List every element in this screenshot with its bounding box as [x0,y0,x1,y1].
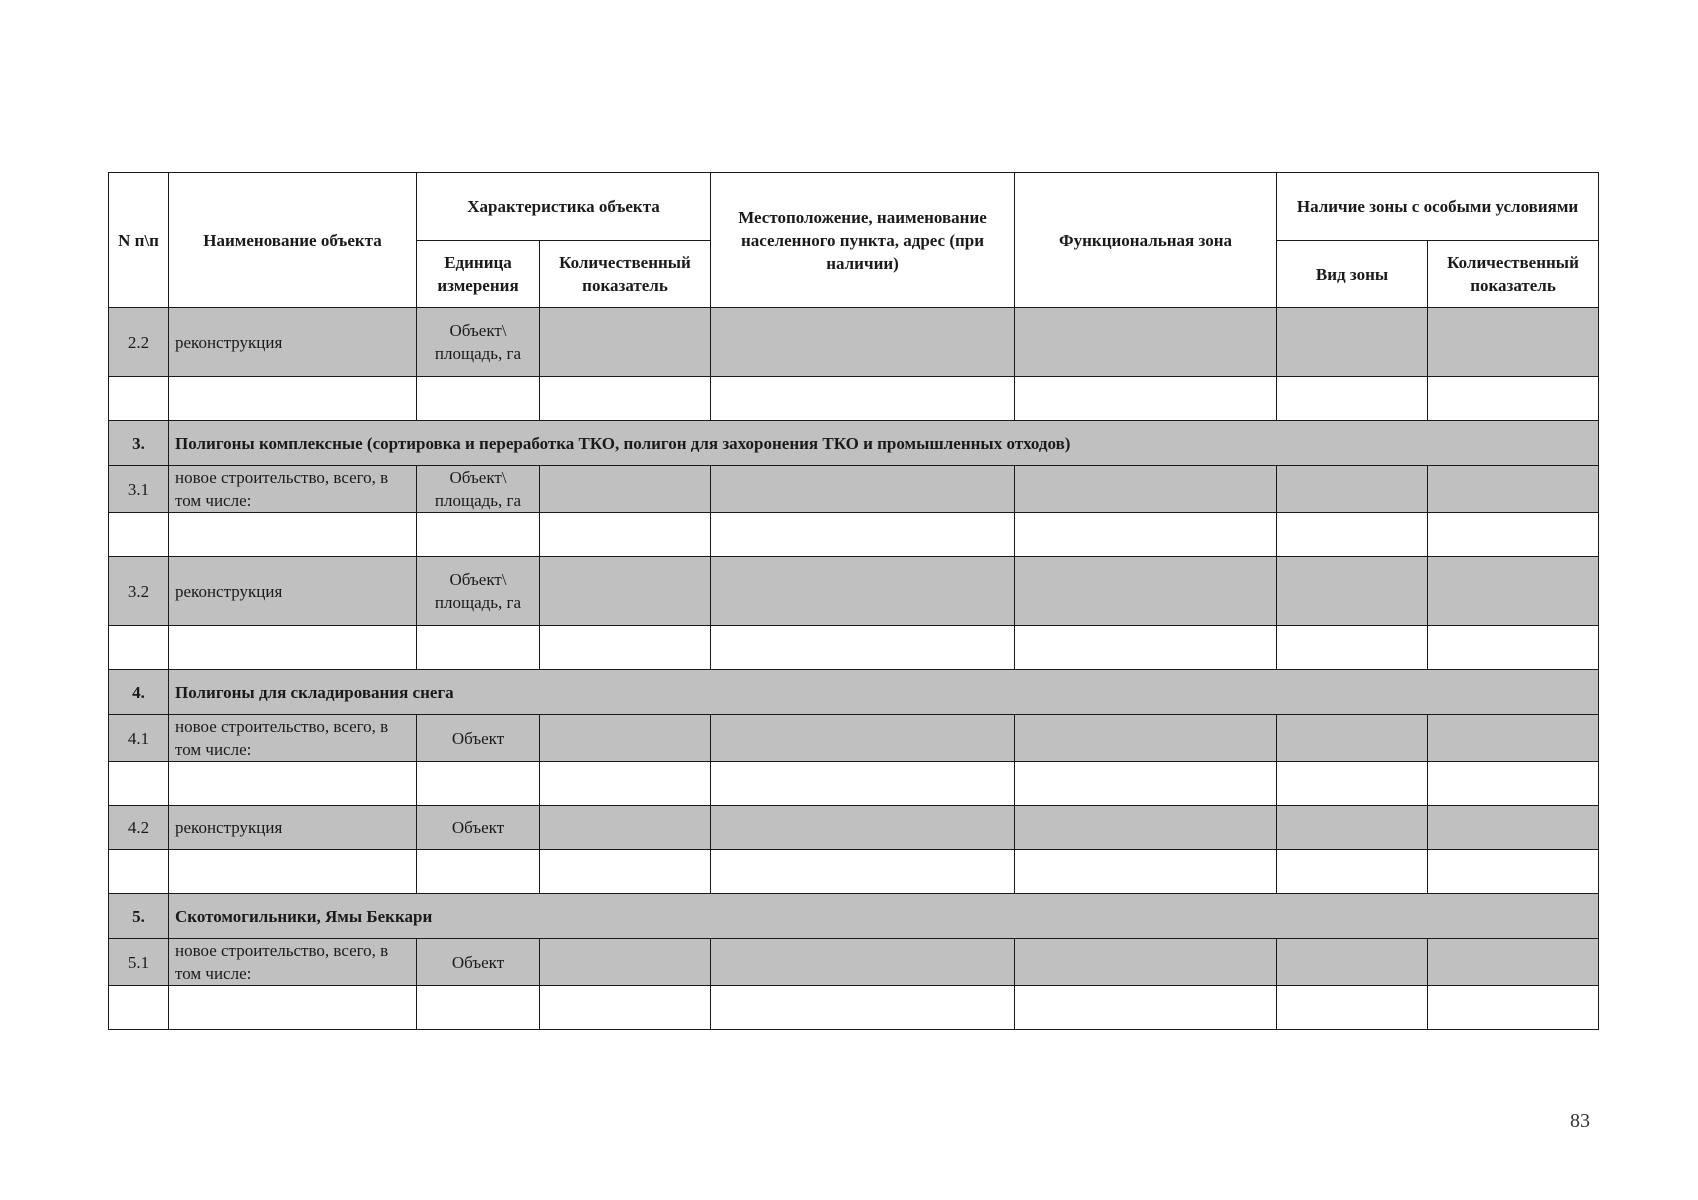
row-num: 5.1 [109,939,169,986]
empty-cell [1277,850,1428,894]
section-title: Полигоны для складирования снега [169,670,1599,715]
empty-cell [540,626,711,670]
row-unit: Объект\ площадь, га [417,557,540,626]
empty-cell [109,762,169,806]
row-functional-zone [1015,806,1277,850]
header-quantity: Количественный показатель [540,241,711,308]
header-object-name: Наименование объекта [169,173,417,308]
empty-cell [109,377,169,421]
row-zone-quantity [1428,466,1599,513]
row-location [711,939,1015,986]
header-special-zone: Наличие зоны с особыми условиями [1277,173,1599,241]
section-title: Полигоны комплексные (сортировка и переработка ТКО, полигон для захоронения ТКО и промышленных отходов) [169,421,1599,466]
empty-cell [1015,986,1277,1030]
row-zone-type [1277,308,1428,377]
section-row [109,894,1599,939]
row-num: 4.2 [109,806,169,850]
empty-cell [1428,377,1599,421]
header-functional-zone: Функциональная зона [1015,173,1277,308]
header-location: Местоположение, наименование населенного пункта, адрес (при наличии) [711,173,1015,308]
table-row [109,377,1599,421]
header-num: N п\п [109,173,169,308]
empty-cell [417,513,540,557]
empty-cell [169,377,417,421]
row-quantity [540,557,711,626]
empty-cell [169,513,417,557]
empty-cell [540,850,711,894]
empty-cell [1015,513,1277,557]
row-quantity [540,466,711,513]
empty-cell [1277,513,1428,557]
empty-cell [1277,377,1428,421]
empty-cell [1428,850,1599,894]
row-location [711,557,1015,626]
empty-cell [1015,626,1277,670]
empty-cell [1015,377,1277,421]
empty-cell [711,513,1015,557]
empty-cell [540,513,711,557]
empty-cell [1277,986,1428,1030]
section-row [109,670,1599,715]
empty-cell [169,626,417,670]
empty-cell [1015,850,1277,894]
row-zone-quantity [1428,308,1599,377]
row-unit: Объект [417,939,540,986]
table-row [109,557,1599,626]
row-unit: Объект\ площадь, га [417,308,540,377]
empty-cell [540,377,711,421]
row-zone-quantity [1428,939,1599,986]
empty-cell [417,626,540,670]
row-unit: Объект\ площадь, га [417,466,540,513]
empty-cell [417,377,540,421]
row-quantity [540,715,711,762]
section-num: 5. [109,894,169,939]
row-name: новое строительство, всего, в том числе: [169,939,417,986]
empty-cell [1428,986,1599,1030]
empty-cell [540,762,711,806]
row-num: 3.2 [109,557,169,626]
empty-cell [169,850,417,894]
empty-cell [711,626,1015,670]
empty-cell [711,850,1015,894]
empty-cell [109,986,169,1030]
empty-cell [1428,513,1599,557]
row-name: реконструкция [169,308,417,377]
row-quantity [540,806,711,850]
header-zone-type: Вид зоны [1277,241,1428,308]
empty-cell [109,626,169,670]
empty-cell [1277,626,1428,670]
empty-cell [540,986,711,1030]
header-zone-quantity: Количественный показатель [1428,241,1599,308]
empty-cell [109,850,169,894]
empty-cell [1277,762,1428,806]
empty-cell [417,850,540,894]
empty-cell [1428,762,1599,806]
row-functional-zone [1015,308,1277,377]
table-row [109,715,1599,762]
objects-table [108,172,1599,1030]
row-zone-type [1277,806,1428,850]
row-location [711,715,1015,762]
empty-cell [169,986,417,1030]
table-row [109,466,1599,513]
empty-cell [1428,626,1599,670]
row-zone-quantity [1428,806,1599,850]
row-location [711,806,1015,850]
row-functional-zone [1015,557,1277,626]
empty-cell [417,762,540,806]
empty-cell [109,513,169,557]
table-header-row [109,173,1599,241]
section-num: 3. [109,421,169,466]
table-row [109,806,1599,850]
section-row [109,421,1599,466]
row-unit: Объект [417,806,540,850]
table-row [109,626,1599,670]
table-row [109,986,1599,1030]
row-name: реконструкция [169,557,417,626]
row-functional-zone [1015,939,1277,986]
row-name: реконструкция [169,806,417,850]
empty-cell [417,986,540,1030]
empty-cell [1015,762,1277,806]
section-num: 4. [109,670,169,715]
row-unit: Объект [417,715,540,762]
row-zone-quantity [1428,715,1599,762]
table-row [109,762,1599,806]
row-num: 2.2 [109,308,169,377]
row-name: новое строительство, всего, в том числе: [169,715,417,762]
table-row [109,308,1599,377]
table-row [109,939,1599,986]
row-quantity [540,939,711,986]
row-num: 3.1 [109,466,169,513]
row-zone-type [1277,466,1428,513]
table-row [109,513,1599,557]
row-zone-type [1277,557,1428,626]
empty-cell [711,762,1015,806]
row-zone-quantity [1428,557,1599,626]
row-quantity [540,308,711,377]
empty-cell [711,986,1015,1030]
row-zone-type [1277,939,1428,986]
empty-cell [711,377,1015,421]
row-functional-zone [1015,715,1277,762]
row-num: 4.1 [109,715,169,762]
row-location [711,466,1015,513]
header-object-characteristics: Характеристика объекта [417,173,711,241]
row-location [711,308,1015,377]
section-title: Скотомогильники, Ямы Беккари [169,894,1599,939]
header-unit: Единица измерения [417,241,540,308]
table-row [109,850,1599,894]
row-zone-type [1277,715,1428,762]
row-name: новое строительство, всего, в том числе: [169,466,417,513]
empty-cell [169,762,417,806]
page-number: 83 [1570,1110,1590,1132]
row-functional-zone [1015,466,1277,513]
